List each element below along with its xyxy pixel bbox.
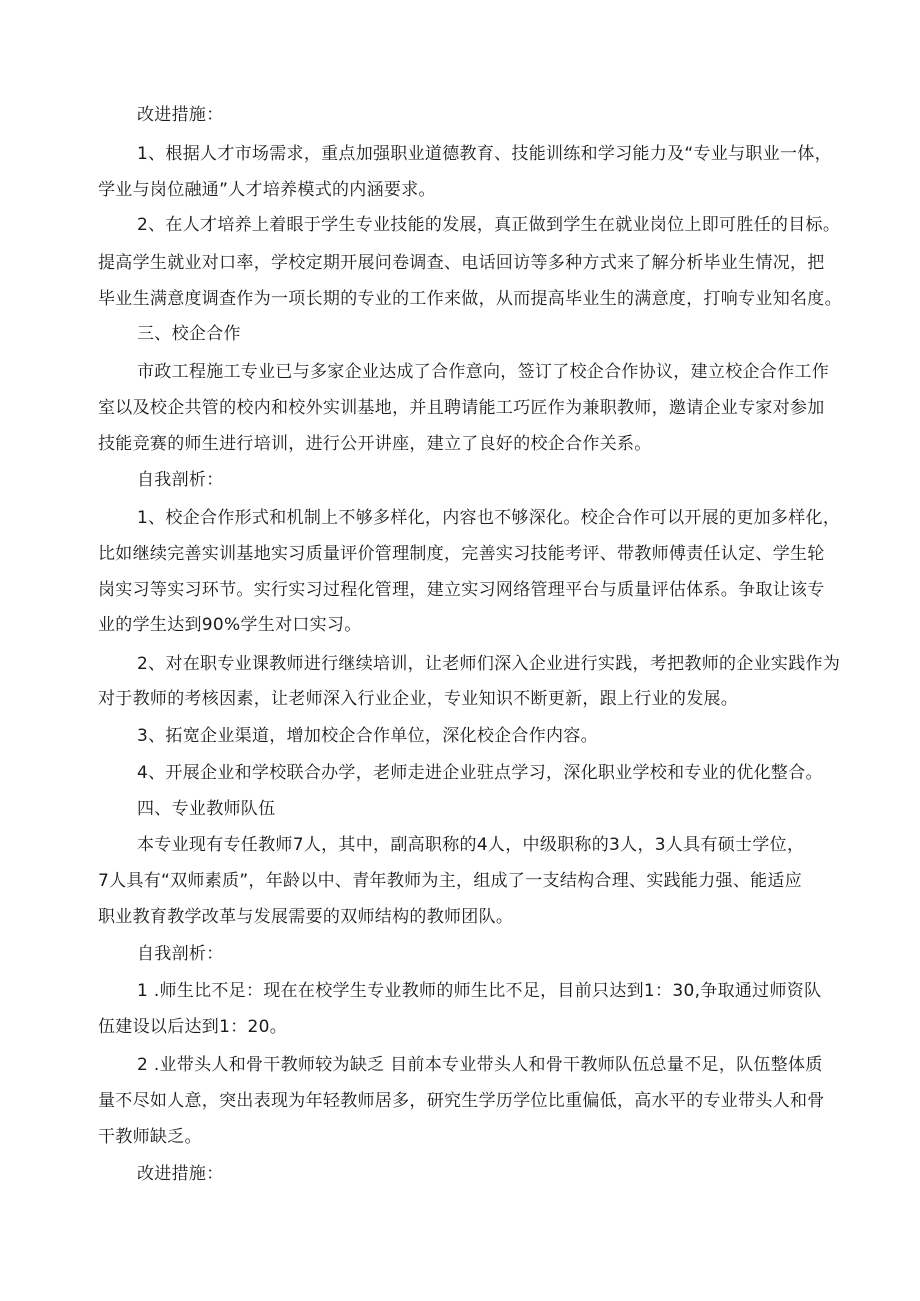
section-heading-school-enterprise: 三、校企合作 [137,324,241,344]
heading-self-analysis: 自我剖析： [137,944,224,964]
paragraph-line: 毕业生满意度调查作为一项长期的专业的工作来做，从而提高毕业生的满意度，打响专业知名度。 [98,289,842,309]
paragraph-line: 技能竞赛的师生进行培训，进行公开讲座，建立了良好的校企合作关系。 [98,434,652,454]
heading-self-analysis: 自我剖析： [137,470,224,490]
section-heading-teaching-staff: 四、专业教师队伍 [137,799,276,819]
paragraph-line: 2 .业带头人和骨干教师较为缺乏 目前本专业带头人和骨干教师队伍总量不足，队伍整体质 [137,1055,823,1075]
paragraph-line: 对于教师的考核因素，让老师深入行业企业，专业知识不断更新，跟上行业的发展。 [98,689,739,709]
paragraph-line: 岗实习等实习环节。实行实习过程化管理，建立实习网络管理平台与质量评估体系。争取让该专 [98,580,825,600]
paragraph-line: 1、校企合作形式和机制上不够多样化，内容也不够深化。校企合作可以开展的更加多样化， [137,508,841,528]
paragraph-line: 市政工程施工专业已与多家企业达成了合作意向，签订了校企合作协议，建立校企合作工作 [137,362,829,382]
paragraph-line: 提高学生就业对口率，学校定期开展问卷调查、电话回访等多种方式来了解分析毕业生情况，把 [98,253,825,273]
paragraph-line: 2、对在职专业课教师进行继续培训，让老师们深入企业进行实践，考把教师的企业实践作为 [137,654,841,674]
paragraph-line: 比如继续完善实训基地实习质量评价管理制度，完善实习技能考评、带教师傅责任认定、学生轮 [98,544,825,564]
heading-improvement-measures: 改进措施： [137,1164,224,1184]
paragraph-line: 室以及校企共管的校内和校外实训基地，并且聘请能工巧匠作为兼职教师，邀请企业专家对参加 [98,398,825,418]
paragraph-line: 2、在人才培养上着眼于学生专业技能的发展，真正做到学生在就业岗位上即可胜任的目标。 [137,215,841,235]
paragraph-line: 本专业现有专任教师7人，其中，副高职称的4人，中级职称的3人，3人具有硕士学位， [137,835,805,855]
paragraph-line: 1 .师生比不足：现在在校学生专业教师的师生比不足，目前只达到1：30,争取通过师资队 [137,981,822,1001]
paragraph-line: 1、根据人才市场需求，重点加强职业道德教育、技能训练和学习能力及“专业与职业一体， [137,144,832,164]
paragraph-line: 职业教育教学改革与发展需要的双师结构的教师团队。 [98,907,514,927]
paragraph-line: 4、开展企业和学校联合办学，老师走进企业驻点学习，深化职业学校和专业的优化整合。 [137,763,823,783]
paragraph-line: 7人具有“双师素质”，年龄以中、青年教师为主，组成了一支结构合理、实践能力强、能适应 [98,871,803,891]
paragraph-line: 业的学生达到90%学生对口实习。 [98,615,362,635]
paragraph-line: 量不尽如人意，突出表现为年轻教师居多，研究生学历学位比重偏低，高水平的专业带头人和骨 [98,1091,825,1111]
paragraph-line: 干教师缺乏。 [98,1127,202,1147]
paragraph-line: 学业与岗位融通”人才培养模式的内涵要求。 [98,180,436,200]
paragraph-line: 伍建设以后达到1：20。 [98,1017,288,1037]
heading-improvement-measures: 改进措施： [137,105,224,125]
paragraph-line: 3、拓宽企业渠道，增加校企合作单位，深化校企合作内容。 [137,726,598,746]
